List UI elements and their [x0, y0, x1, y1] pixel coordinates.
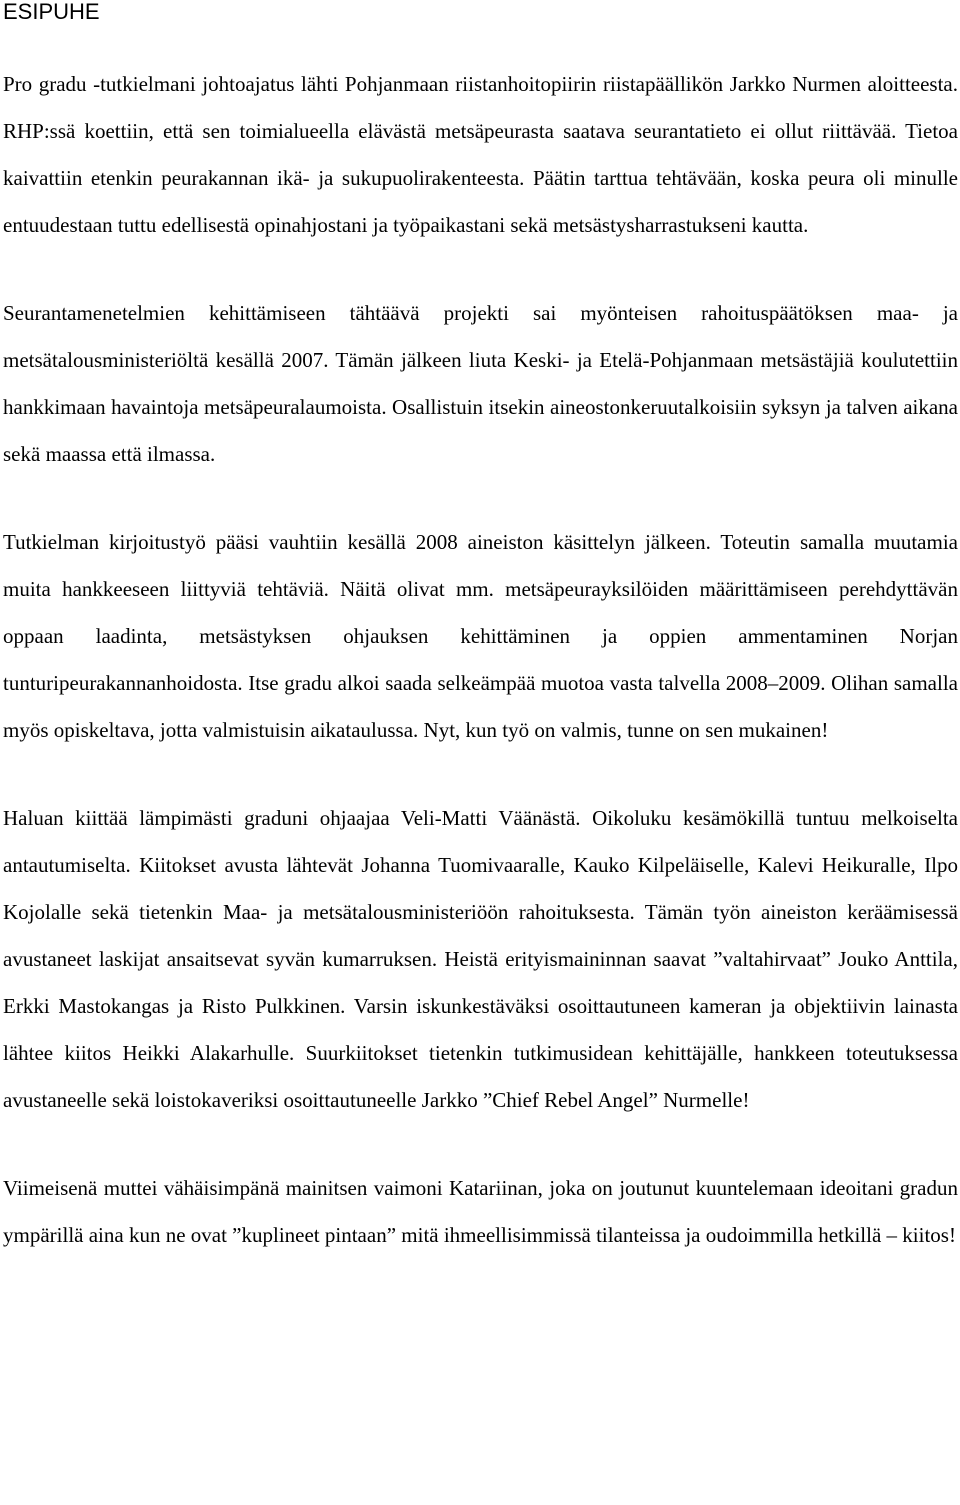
- paragraph-1: Pro gradu -tutkielmani johtoajatus lähti Pohjanmaan riistanhoitopiirin riistapäällikön Jarkko Nurmen aloitteesta. RHP:ssä koettiin, että sen toimialueella elävästä metsäpeurasta saatava seurantatieto ei ollut riittävää. Tietoa kaivattiin etenkin peurakannan ikä- ja sukupuolirakenteesta. Päätin tarttua tehtävään, koska peura oli minulle entuudestaan tuttu edellisestä opinahjostani ja työpaikastani sekä metsästysharrastukseni kautta.: [3, 72, 958, 237]
- page-title: ESIPUHE: [3, 0, 100, 24]
- paragraph-5: Viimeisenä muttei vähäisimpänä mainitsen vaimoni Katariinan, joka on joutunut kuuntelemaan ideoitani gradun ympärillä aina kun ne ovat ”kuplineet pintaan” mitä ihmeellisimmissä tilanteissa ja oudoimmilla hetkillä – kiitos!: [3, 1176, 958, 1247]
- paragraph-2: Seurantamenetelmien kehittämiseen tähtäävä projekti sai myönteisen rahoituspäätöksen maa- ja metsätalousministeriöltä kesällä 2007. Tämän jälkeen liuta Keski- ja Etelä-Pohjanmaan metsästäjiä koulutettiin hankkimaan havaintoja metsäpeuralaumoista. Osallistuin itsekin aineostonkeruutalkoisiin syksyn ja talven aikana sekä maassa että ilmassa.: [3, 301, 958, 466]
- paragraph-4: Haluan kiittää lämpimästi graduni ohjaajaa Veli-Matti Väänästä. Oikoluku kesämökillä tuntuu melkoiselta antautumiselta. Kiitokset avusta lähtevät Johanna Tuomivaaralle, Kauko Kilpeläiselle, Kalevi Heikuralle, Ilpo Kojolalle sekä tietenkin Maa- ja metsätalousministeriöön rahoituksesta. Tämän työn aineiston keräämisessä avustaneet laskijat ansaitsevat syvän kumarruksen. Heistä erityismaininnan saavat ”valtahirvaat” Jouko Anttila, Erkki Mastokangas ja Risto Pulkkinen. Varsin iskunkestäväksi osoittautuneen kameran ja objektiivin lainasta lähtee kiitos Heikki Alakarhulle. Suurkiitokset tietenkin tutkimusidean kehittäjälle, hankkeen toteutuksessa avustaneelle sekä loistokaveriksi osoittautuneelle Jarkko ”Chief Rebel Angel” Nurmelle!: [3, 806, 958, 1112]
- paragraph-3: Tutkielman kirjoitustyö pääsi vauhtiin kesällä 2008 aineiston käsittelyn jälkeen. Toteutin samalla muutamia muita hankkeeseen liittyviä tehtäviä. Näitä olivat mm. metsäpeurayksilöiden määrittämiseen perehdyttävän oppaan laadinta, metsästyksen ohjauksen kehittäminen ja oppien ammentaminen Norjan tunturipeurakannanhoidosta. Itse gradu alkoi saada selkeämpää muotoa vasta talvella 2008–2009. Olihan samalla myös opiskeltava, jotta valmistuisin aikataulussa. Nyt, kun työ on valmis, tunne on sen mukainen!: [3, 530, 958, 742]
